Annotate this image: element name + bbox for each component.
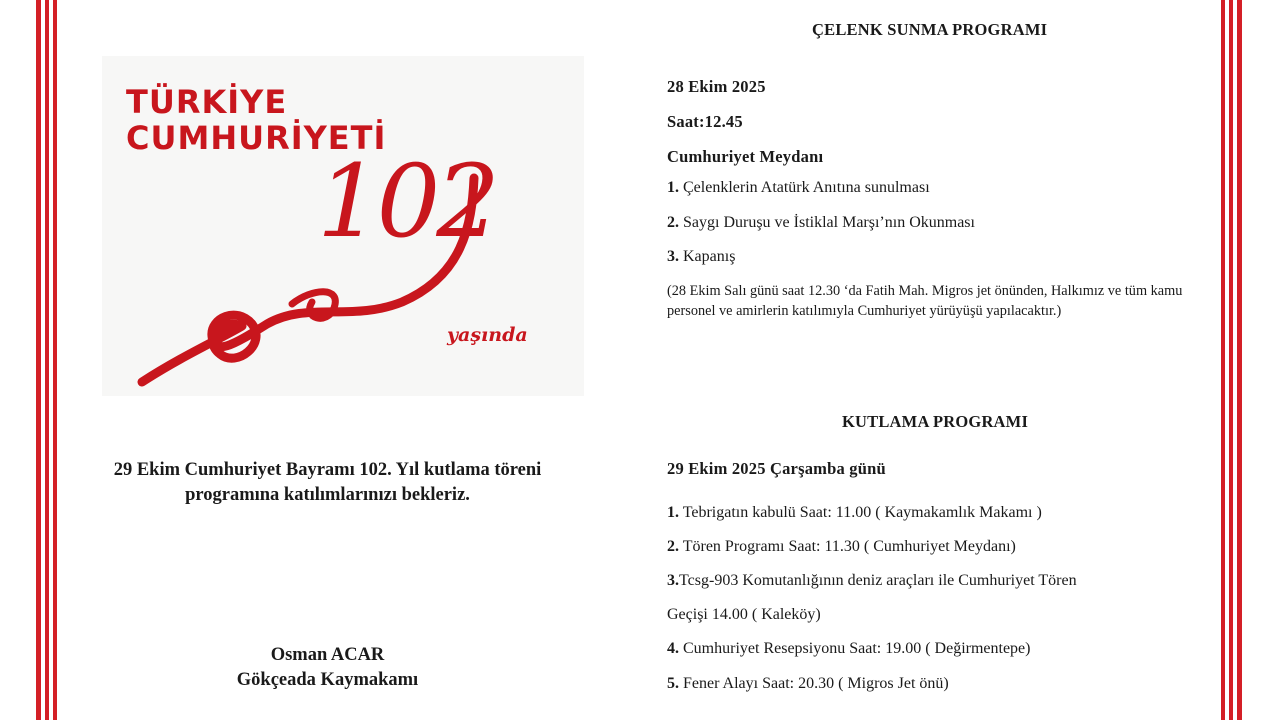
list-item (667, 248, 735, 266)
invitation-text: 29 Ekim Cumhuriyet Bayramı 102. Yıl kutlama töreni programına katılımlarınızı bekleriz. (113, 460, 542, 505)
list-item-text: Geçişi 14.00 ( Kaleköy) (667, 606, 821, 623)
border-stripe-right-outer (1237, 0, 1242, 720)
list-item-text: Cumhuriyet Resepsiyonu Saat: 19.00 ( Değirmentepe) (683, 640, 1031, 657)
list-item (667, 214, 975, 232)
list-item-text: Tcsg-903 Komutanlığının deniz araçları ile Cumhuriyet Tören (679, 572, 1077, 589)
list-item (667, 572, 1077, 590)
signer-title: Gökçeada Kaymakamı (236, 670, 419, 690)
list-item-number: 3. (667, 248, 679, 265)
logo-line-2: CUMHURİYETİ (126, 119, 387, 157)
march-note: (28 Ekim Salı günü saat 12.30 ‘da Fatih Mah. Migros jet önünden, Halkımız ve tüm kamu personel ve amirlerin katılımıyla Cumhuriyet yürüyüşü yapılacaktır.) (667, 283, 1183, 319)
list-item (667, 504, 1042, 522)
wreath-place: Cumhuriyet Meydanı (667, 147, 824, 166)
list-item-text: Tören Programı Saat: 11.30 ( Cumhuriyet Meydanı) (682, 538, 1016, 555)
list-item-number: 2. (667, 538, 679, 555)
anniversary-logo (102, 56, 584, 396)
list-item-continuation (667, 606, 821, 624)
wreath-time: Saat:12.45 (667, 112, 743, 131)
list-item-text: Çelenklerin Atatürk Anıtına sunulması (683, 179, 930, 196)
signer-name: Osman ACAR (270, 645, 385, 665)
list-item-text: Kapanış (683, 248, 736, 265)
list-item-number: 4. (667, 640, 679, 657)
list-item (667, 538, 1016, 556)
wreath-program-heading: ÇELENK SUNMA PROGRAMI (812, 20, 1048, 39)
list-item-number: 1. (667, 179, 679, 196)
list-item-number: 5. (667, 675, 679, 692)
border-stripe-right-inner (1221, 0, 1225, 720)
list-item-number: 2. (667, 214, 679, 231)
logo-number: 102 (317, 143, 496, 260)
logo-line-1: TÜRKİYE (126, 83, 288, 121)
list-item-number: 3. (667, 572, 679, 589)
list-item-text: Saygı Duruşu ve İstiklal Marşı’nın Okunması (683, 214, 975, 231)
list-item (667, 675, 949, 693)
list-item-text: Tebrigatın kabulü Saat: 11.00 ( Kaymakamlık Makamı ) (682, 504, 1042, 521)
border-stripe-right-middle (1229, 0, 1233, 720)
logo-subtitle: yaşında (447, 324, 528, 346)
list-item (667, 640, 1030, 658)
border-stripe-left-inner (53, 0, 57, 720)
wreath-date: 28 Ekim 2025 (667, 77, 766, 96)
border-stripe-left-outer (36, 0, 41, 720)
signature-block (160, 643, 495, 693)
list-item-text: Fener Alayı Saat: 20.30 ( Migros Jet önü) (683, 675, 949, 692)
list-item (667, 179, 930, 197)
celebration-date: 29 Ekim 2025 Çarşamba günü (667, 459, 886, 478)
border-stripe-left-middle (45, 0, 49, 720)
list-item-number: 1. (667, 504, 679, 521)
celebration-program-heading: KUTLAMA PROGRAMI (842, 412, 1029, 431)
